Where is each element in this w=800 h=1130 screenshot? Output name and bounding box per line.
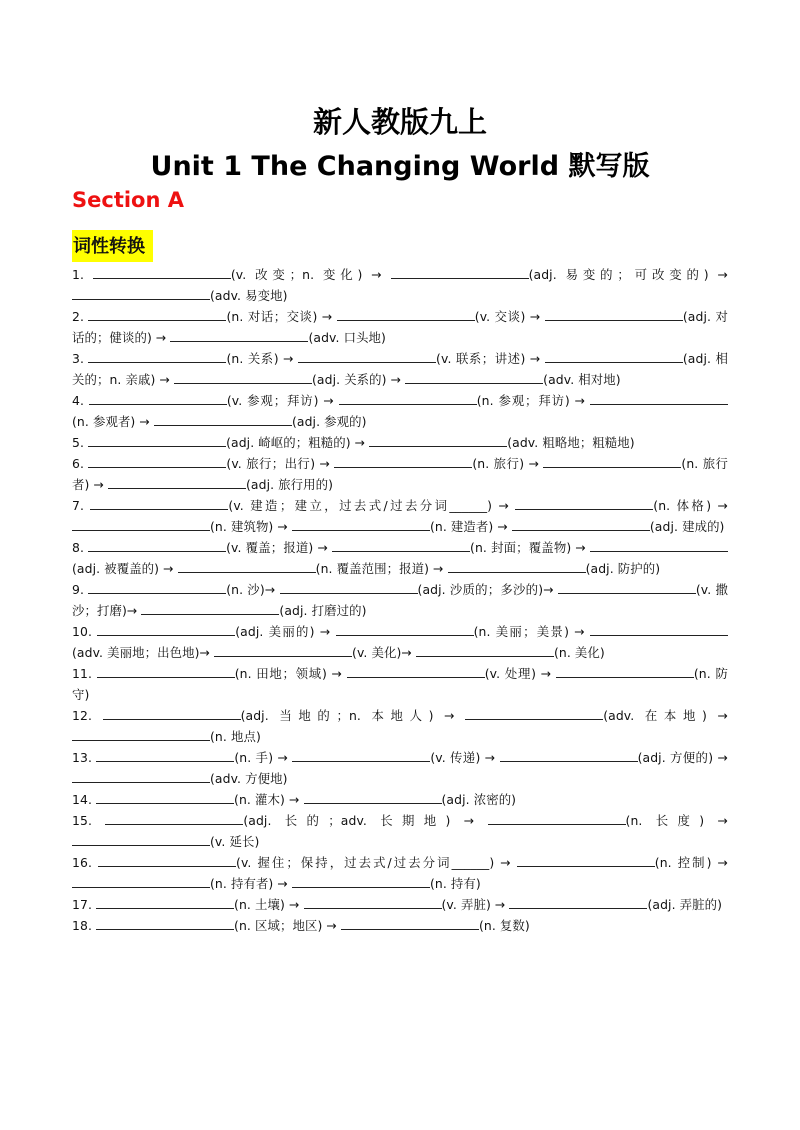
exercise-item	[72, 705, 728, 747]
exercise-item	[72, 537, 728, 579]
word-hint: (v. 延长)	[210, 834, 260, 849]
word-hint: (n. 长度) →	[625, 813, 729, 828]
answer-blank[interactable]	[332, 539, 470, 552]
exercise-list	[72, 264, 728, 936]
answer-blank[interactable]	[292, 518, 430, 531]
answer-blank[interactable]	[509, 896, 647, 909]
word-hint: (adj. 长的；adv. 长期地) →	[243, 813, 488, 828]
answer-blank[interactable]	[72, 833, 210, 846]
answer-blank[interactable]	[304, 896, 442, 909]
word-hint: (n. 控制) →	[654, 855, 729, 870]
word-hint: (adj. 打磨过的)	[279, 603, 367, 618]
word-hint: (v. 传递) →	[430, 750, 500, 765]
answer-blank[interactable]	[90, 497, 228, 510]
answer-blank[interactable]	[517, 854, 655, 867]
answer-blank[interactable]	[488, 812, 626, 825]
word-hint: (adv. 相对地)	[543, 372, 621, 387]
exercise-item	[72, 621, 728, 663]
word-hint: (adj. 方便的) →	[637, 750, 729, 765]
answer-blank[interactable]	[108, 476, 246, 489]
word-hint: (n. 关系) →	[226, 351, 299, 366]
word-hint: (n. 封面；覆盖物) →	[470, 540, 590, 555]
word-hint: (n. 灌木) →	[234, 792, 304, 807]
answer-blank[interactable]	[512, 518, 650, 531]
answer-blank[interactable]	[500, 749, 638, 762]
word-hint: (v. 参观；拜访) →	[226, 393, 339, 408]
word-hint: (n. 旅行者) →	[72, 456, 728, 492]
answer-blank[interactable]	[89, 392, 227, 405]
word-hint: (n. 美化)	[553, 645, 605, 660]
item-number: 10.	[72, 624, 98, 639]
word-hint: (adv. 方便地)	[210, 771, 288, 786]
answer-blank[interactable]	[72, 728, 210, 741]
answer-blank[interactable]	[416, 644, 554, 657]
exercise-item	[72, 264, 728, 306]
item-number: 15.	[72, 813, 106, 828]
word-hint: (adv. 美丽地；出色地)→	[72, 645, 215, 660]
word-hint: (adj. 被覆盖的) →	[72, 561, 178, 576]
word-hint: (adj. 当地的；n. 本地人) →	[240, 708, 466, 723]
word-hint: (n. 参观者) →	[72, 414, 154, 429]
word-hint: (adj. 防护的)	[585, 561, 661, 576]
word-hint: (n. 土壤) →	[234, 897, 304, 912]
answer-blank[interactable]	[97, 665, 235, 678]
word-hint: (adj. 对话的；健谈的) →	[72, 309, 728, 345]
word-hint: (n. 对话；交谈) →	[226, 309, 337, 324]
answer-blank[interactable]	[515, 497, 653, 510]
answer-blank[interactable]	[72, 875, 210, 888]
word-hint: (n. 田地；领域) →	[234, 666, 347, 681]
answer-blank[interactable]	[545, 350, 683, 363]
word-hint: (adj. 关系的) →	[311, 372, 406, 387]
exercise-item	[72, 306, 728, 348]
word-hint: (adv. 易变地)	[210, 288, 288, 303]
word-hint: (adj. 弄脏的)	[647, 897, 723, 912]
answer-blank[interactable]	[72, 518, 210, 531]
exercise-item	[72, 495, 728, 537]
answer-blank[interactable]	[334, 455, 472, 468]
word-hint: (adj. 沙质的；多沙的)→	[417, 582, 558, 597]
word-hint: (adv. 粗略地；粗糙地)	[507, 435, 635, 450]
item-number: 3.	[72, 351, 89, 366]
word-hint: (adj. 易变的；可改变的) →	[528, 267, 728, 282]
word-hint: (n. 体格) →	[653, 498, 728, 513]
exercise-item	[72, 894, 728, 915]
word-hint: (n. 旅行) →	[472, 456, 544, 471]
word-hint: (adv. 口头地)	[308, 330, 386, 345]
word-hint: (n. 区域；地区) →	[234, 918, 341, 933]
answer-blank[interactable]	[292, 749, 430, 762]
answer-blank[interactable]	[556, 665, 694, 678]
answer-blank[interactable]	[178, 560, 316, 573]
word-hint: (v. 弄脏) →	[441, 897, 510, 912]
answer-blank[interactable]	[347, 665, 485, 678]
page-subtitle: Unit 1 The Changing World 默写版	[150, 151, 650, 182]
exercise-item	[72, 390, 728, 432]
exercise-item	[72, 852, 728, 894]
word-hint: (n. 参观；拜访) →	[476, 393, 590, 408]
answer-blank[interactable]	[96, 791, 234, 804]
answer-blank[interactable]	[141, 602, 279, 615]
word-hint: (n. 持有者) →	[210, 876, 292, 891]
answer-blank[interactable]	[280, 581, 418, 594]
item-number: 9.	[72, 582, 89, 597]
answer-blank[interactable]	[304, 791, 442, 804]
word-hint: (adj. 旅行用的)	[245, 477, 334, 492]
word-hint: (adj. 相关的；n. 亲戚) →	[72, 351, 728, 387]
item-number: 2.	[72, 309, 89, 324]
answer-blank[interactable]	[88, 539, 226, 552]
answer-blank[interactable]	[545, 308, 683, 321]
item-number: 13.	[72, 750, 97, 765]
item-number: 8.	[72, 540, 89, 555]
answer-blank[interactable]	[369, 434, 507, 447]
answer-blank[interactable]	[96, 917, 234, 930]
section-label: Section A	[72, 188, 184, 212]
answer-blank[interactable]	[88, 350, 226, 363]
answer-blank[interactable]	[154, 413, 292, 426]
answer-blank[interactable]	[98, 854, 236, 867]
answer-blank[interactable]	[96, 749, 234, 762]
answer-blank[interactable]	[93, 266, 231, 279]
item-number: 17.	[72, 897, 97, 912]
page-title: 新人教版九上	[312, 105, 487, 139]
answer-blank[interactable]	[590, 539, 728, 552]
word-hint: (v. 联系；讲述) →	[436, 351, 545, 366]
answer-blank[interactable]	[72, 770, 210, 783]
answer-blank[interactable]	[97, 623, 235, 636]
exercise-item	[72, 348, 728, 390]
item-number: 1.	[72, 267, 93, 282]
item-number: 14.	[72, 792, 97, 807]
word-hint: (v. 旅行；出行) →	[226, 456, 335, 471]
answer-blank[interactable]	[341, 917, 479, 930]
item-number: 11.	[72, 666, 97, 681]
answer-blank[interactable]	[590, 392, 728, 405]
word-hint: (adj. 美丽的) →	[235, 624, 336, 639]
word-hint: (n. 建造者) →	[429, 519, 512, 534]
answer-blank[interactable]	[543, 455, 681, 468]
item-number: 16.	[72, 855, 99, 870]
answer-blank[interactable]	[558, 581, 696, 594]
exercise-item	[72, 453, 728, 495]
item-number: 4.	[72, 393, 89, 408]
answer-blank[interactable]	[465, 707, 603, 720]
answer-blank[interactable]	[298, 350, 436, 363]
answer-blank[interactable]	[214, 644, 352, 657]
word-hint: (n. 地点)	[210, 729, 261, 744]
word-hint: (n. 覆盖范围；报道) →	[315, 561, 448, 576]
answer-blank[interactable]	[405, 371, 543, 384]
answer-blank[interactable]	[88, 581, 226, 594]
answer-blank[interactable]	[337, 308, 475, 321]
item-number: 5.	[72, 435, 89, 450]
exercise-item	[72, 915, 728, 936]
answer-blank[interactable]	[391, 266, 529, 279]
answer-blank[interactable]	[170, 329, 308, 342]
word-hint: (adj. 参观的)	[291, 414, 367, 429]
word-hint: (adj. 浓密的)	[441, 792, 517, 807]
answer-blank[interactable]	[590, 623, 728, 636]
exercise-item	[72, 579, 728, 621]
word-hint: (n. 手) →	[234, 750, 293, 765]
item-number: 6.	[72, 456, 89, 471]
word-hint: (v. 交谈) →	[474, 309, 545, 324]
subheading-highlight: 词性转换	[72, 230, 153, 262]
word-hint: (v. 处理) →	[484, 666, 556, 681]
exercise-item	[72, 663, 728, 705]
word-hint: (v. 覆盖；报道) →	[226, 540, 333, 555]
item-number: 7.	[72, 498, 91, 513]
answer-blank[interactable]	[88, 308, 226, 321]
word-hint: (v. 美化)→	[352, 645, 416, 660]
word-hint: (n. 沙)→	[226, 582, 280, 597]
answer-blank[interactable]	[96, 896, 234, 909]
word-hint: (n. 复数)	[478, 918, 530, 933]
answer-blank[interactable]	[88, 455, 226, 468]
exercise-item	[72, 810, 728, 852]
word-hint: (v. 撒沙；打磨)→	[72, 582, 728, 618]
word-hint: (v. 改变；n. 变化) →	[230, 267, 391, 282]
answer-blank[interactable]	[448, 560, 586, 573]
answer-blank[interactable]	[105, 812, 243, 825]
answer-blank[interactable]	[174, 371, 312, 384]
exercise-item	[72, 747, 728, 789]
word-hint: (v. 握住；保持，过去式/过去分词______) →	[236, 855, 517, 870]
exercise-item	[72, 789, 728, 810]
answer-blank[interactable]	[339, 392, 477, 405]
word-hint: (n. 建筑物) →	[210, 519, 292, 534]
word-hint: (adj. 崎岖的；粗糙的) →	[226, 435, 370, 450]
word-hint: (n. 持有)	[429, 876, 481, 891]
answer-blank[interactable]	[103, 707, 241, 720]
answer-blank[interactable]	[292, 875, 430, 888]
item-number: 12.	[72, 708, 103, 723]
answer-blank[interactable]	[72, 287, 210, 300]
word-hint: (adj. 建成的)	[649, 519, 725, 534]
answer-blank[interactable]	[88, 434, 226, 447]
word-hint: (v. 建造；建立，过去式/过去分词______) →	[228, 498, 516, 513]
answer-blank[interactable]	[336, 623, 474, 636]
word-hint: (adv. 在本地) →	[603, 708, 728, 723]
word-hint: (n. 美丽；美景) →	[473, 624, 590, 639]
item-number: 18.	[72, 918, 97, 933]
word-hint: (n. 防守)	[72, 666, 728, 702]
exercise-item	[72, 432, 728, 453]
